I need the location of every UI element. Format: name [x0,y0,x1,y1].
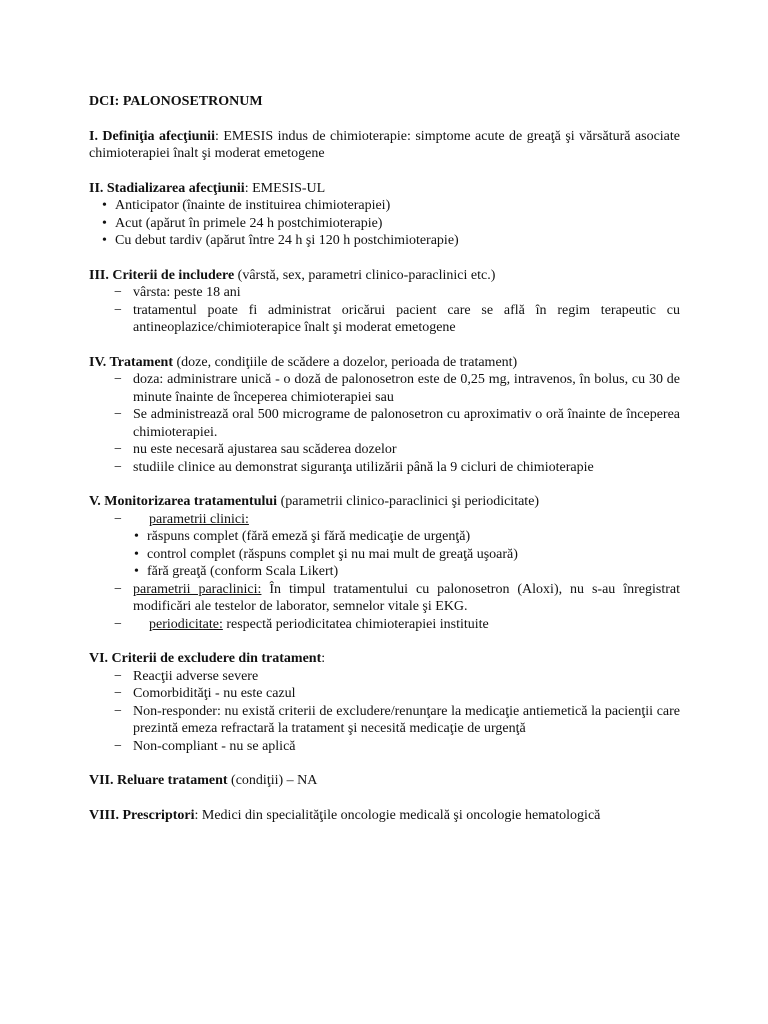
list-item: • răspuns complet (fără emeză şi fără medicaţie de urgenţă) [134,529,471,544]
list-item: − Non-compliant - nu se aplică [114,738,296,754]
section-heading: III. Criterii de includere [89,267,235,283]
list-item: • Cu debut tardiv (apărut între 24 h şi 120 h postchimioterapie) [102,233,459,248]
periodicity-label: periodicitate: [149,616,223,632]
bullet-icon: • [102,198,107,213]
dash-icon: − [114,616,122,632]
list-item: − Se administrează oral 500 micrograme de palonosetron cu aproximativ o oră înainte de începerea chimioterapiei. [114,407,680,440]
bullet-icon: • [134,529,139,544]
section-text: (condiţii) – NA [227,773,318,788]
section-heading: VII. Reluare tratament [89,773,228,788]
bullet-icon: • [134,564,139,579]
list-item: − periodicitate: respectă periodicitatea chimioterapiei instituite [114,616,489,632]
section-prescribers [89,807,680,825]
dash-icon: − [114,285,122,300]
dash-icon: − [114,511,122,527]
bullet-icon: • [102,215,107,231]
dash-icon: − [114,442,122,457]
section-monitoring [89,493,680,511]
clinical-parameters-label: parametrii clinici: [149,511,249,527]
list-item: • fără greaţă (conform Scala Likert) [134,564,339,579]
dash-icon: − [114,407,122,422]
list-item: • Anticipator (înainte de instituirea chimioterapiei) [102,198,391,213]
section-text: : EMESIS indus de chimioterapie: simptome acute de greaţă şi vărsătură asociate chimioterapiei înalt şi moderat emetogene [89,128,680,161]
document-page [89,93,680,824]
list-item: − nu este necesară ajustarea sau scăderea dozelor [114,442,397,457]
document-title: DCI: PALONOSETRONUM [89,94,263,109]
list-item: − parametrii paraclinici: În timpul tratamentului cu palonosetron (Aloxi), nu s-au înregistrat modificări ale testelor de laborator, semnelor vitale şi EKG. [114,581,680,614]
section-treatment [89,354,680,372]
section-exclusion [89,650,680,668]
section-resume-treatment [89,772,680,790]
dash-icon: − [114,581,122,597]
dash-icon: − [114,668,122,684]
section-definition [89,128,680,163]
list-item: • Acut (apărut în primele 24 h postchimioterapie) [102,215,383,231]
section-heading: VIII. Prescriptori [89,807,195,823]
section-heading: IV. Tratament [89,354,173,370]
dash-icon: − [114,703,122,719]
section-heading: II. Stadializarea afecţiunii [89,180,245,196]
dash-icon: − [114,686,122,701]
section-staging [89,180,680,198]
list-item: • control complet (răspuns complet şi nu mai mult de greaţă uşoară) [134,546,518,562]
list-item: − Non-responder: nu există criterii de excludere/renunţare la medicaţie antiemetică la pacienţii care prezintă emeza refractară la tratament şi necesită medicaţie de urgenţă [114,703,680,736]
bullet-icon: • [134,546,139,562]
section-inclusion [89,267,680,285]
paraclinical-parameters-label: parametrii paraclinici: [133,581,262,597]
section-heading: VI. Criterii de excludere din tratament [89,651,322,666]
list-item: − tratamentul poate fi administrat oricărui pacient care se află în regim terapeutic cu antineoplazice/chimioterapice înalt şi moderat emetogene [114,302,680,335]
list-item: − vârsta: peste 18 ani [114,285,241,300]
section-text: : [321,651,326,666]
section-heading: V. Monitorizarea tratamentului [89,494,278,509]
section-text: (doze, condiţiile de scădere a dozelor, perioada de tratament) [173,354,518,370]
dash-icon: − [114,372,122,387]
dash-icon: − [114,459,122,475]
section-text: (parametrii clinico-paraclinici şi periodicitate) [277,494,540,509]
dash-icon: − [114,738,122,754]
list-item: − doza: administrare unică - o doză de palonosetron este de 0,25 mg, intravenos, în bolus, cu 30 de minute înainte de începerea chimioterapiei sau [114,372,680,405]
list-item: − Reacţii adverse severe [114,668,259,684]
bullet-icon: • [102,233,107,248]
list-item: − Comorbidităţi - nu este cazul [114,686,296,701]
list-item [89,511,680,529]
section-heading: I. Definiţia afecţiunii [89,128,215,144]
dash-icon: − [114,302,122,318]
section-text: : Medici din specialităţile oncologie medicală şi oncologie hematologică [194,807,601,823]
section-text: : EMESIS-UL [244,180,326,196]
section-text: (vârstă, sex, parametri clinico-paraclinici etc.) [234,267,496,283]
list-item: − studiile clinice au demonstrat siguranţa utilizării până la 9 cicluri de chimioterapie [114,459,594,475]
